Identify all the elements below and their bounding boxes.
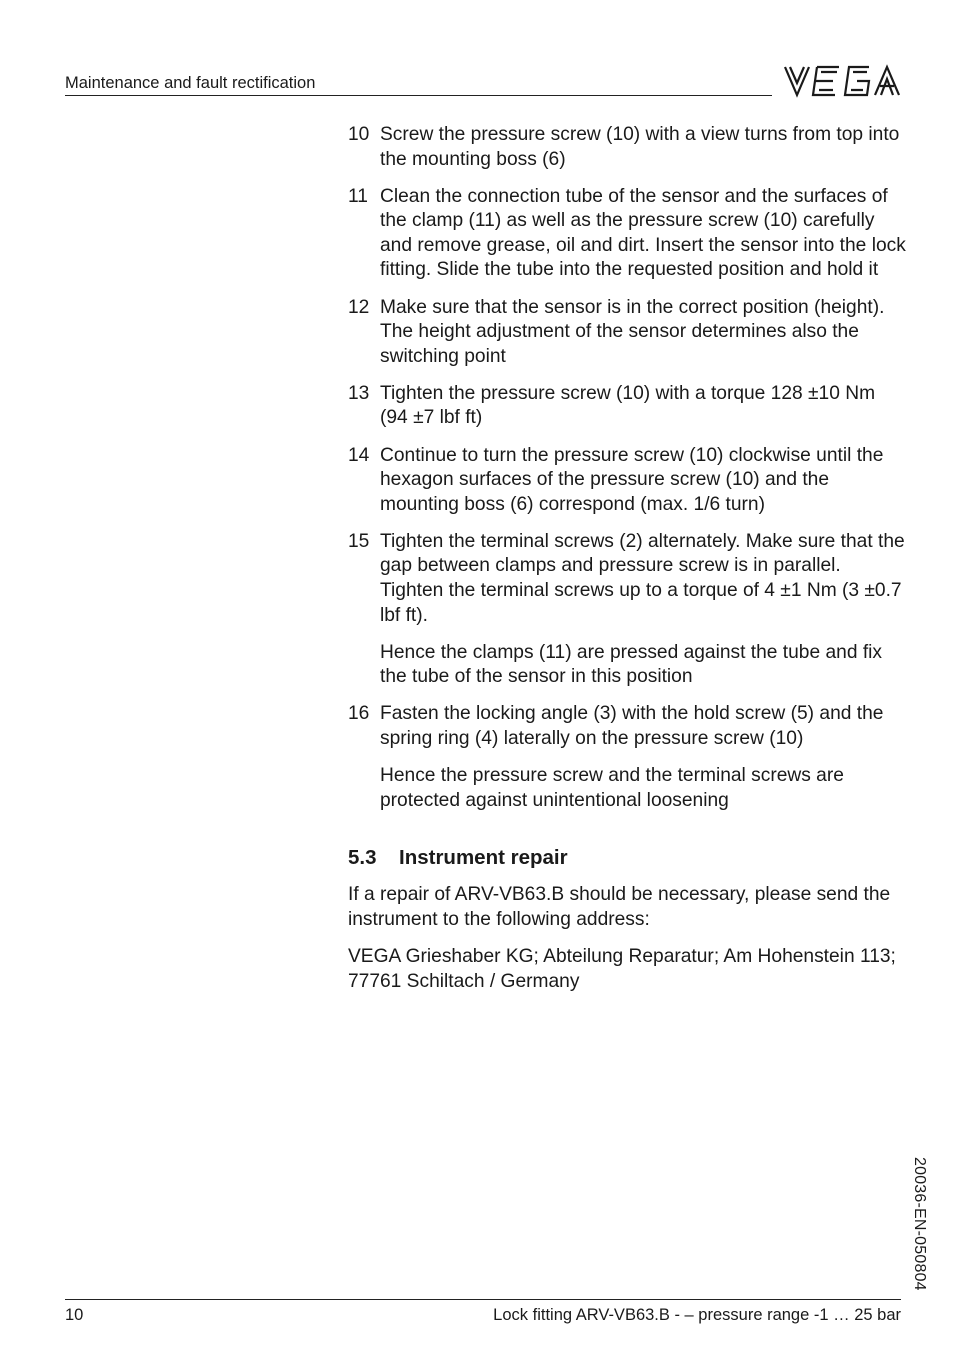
step-10	[348, 123, 908, 172]
document-code: 20036-EN-050804	[911, 1157, 928, 1291]
step-text: Clean the connection tube of the sensor and the surfaces of the clamp (11) as well as the pressure screw (10) carefully and remove grease, oil and dirt. Insert the sensor into the lock fitting. Slide the tube into the requested position and hold it	[380, 185, 906, 281]
step-15	[348, 530, 908, 690]
step-text: Tighten the terminal screws (2) alternately. Make sure that the gap between clamps and pressure screw is in parallel. Tighten the terminal screws up to a torque of 4 ±1 Nm (3 ±0.7 lbf ft).	[380, 530, 905, 626]
step-note: Hence the clamps (11) are pressed against the tube and fix the tube of the sensor in this position	[380, 641, 883, 688]
step-number: 13	[348, 382, 370, 404]
step-11	[348, 185, 908, 283]
step-text: Tighten the pressure screw (10) with a torque 128 ±10 Nm (94 ±7 lbf ft)	[380, 382, 876, 429]
repair-address: VEGA Grieshaber KG; Abteilung Reparatur; Am Hohenstein 113; 77761 Schiltach / Germany	[348, 945, 896, 992]
step-note: Hence the pressure screw and the terminal screws are protected against unintentional loosening	[380, 765, 844, 811]
step-number: 15	[348, 530, 370, 552]
running-header-title: Maintenance and fault rectification	[65, 74, 316, 92]
section-title: Instrument repair	[399, 846, 568, 870]
step-number: 11	[348, 185, 368, 207]
step-text: Fasten the locking angle (3) with the hold screw (5) and the spring ring (4) laterally on the pressure screw (10)	[380, 703, 884, 749]
header-rule	[65, 95, 772, 96]
step-text: Continue to turn the pressure screw (10) clockwise until the hexagon surfaces of the pressure screw (10) and the mounting boss (6) correspond (max. 1/6 turn)	[380, 444, 884, 515]
step-13	[348, 382, 908, 431]
section-number: 5.3	[348, 846, 377, 870]
step-number: 16	[348, 703, 370, 725]
main-content	[348, 123, 908, 1007]
step-14	[348, 444, 908, 518]
vega-logo	[783, 64, 901, 98]
section-heading	[348, 845, 908, 871]
step-12	[348, 296, 908, 370]
step-number: 14	[348, 444, 370, 466]
step-text: Screw the pressure screw (10) with a view turns from top into the mounting boss (6)	[380, 124, 900, 170]
page-number: 10	[65, 1306, 84, 1324]
step-text: Make sure that the sensor is in the correct position (height). The height adjustment of the sensor determines also the switching point	[380, 296, 885, 367]
footer-rule	[65, 1299, 901, 1300]
section-paragraph: If a repair of ARV-VB63.B should be necessary, please send the instrument to the following address:	[348, 884, 891, 930]
step-number: 10	[348, 124, 370, 145]
step-number: 12	[348, 296, 370, 318]
step-16	[348, 702, 908, 813]
footer-title: Lock fitting ARV-VB63.B - – pressure range -1 … 25 bar	[493, 1306, 901, 1324]
